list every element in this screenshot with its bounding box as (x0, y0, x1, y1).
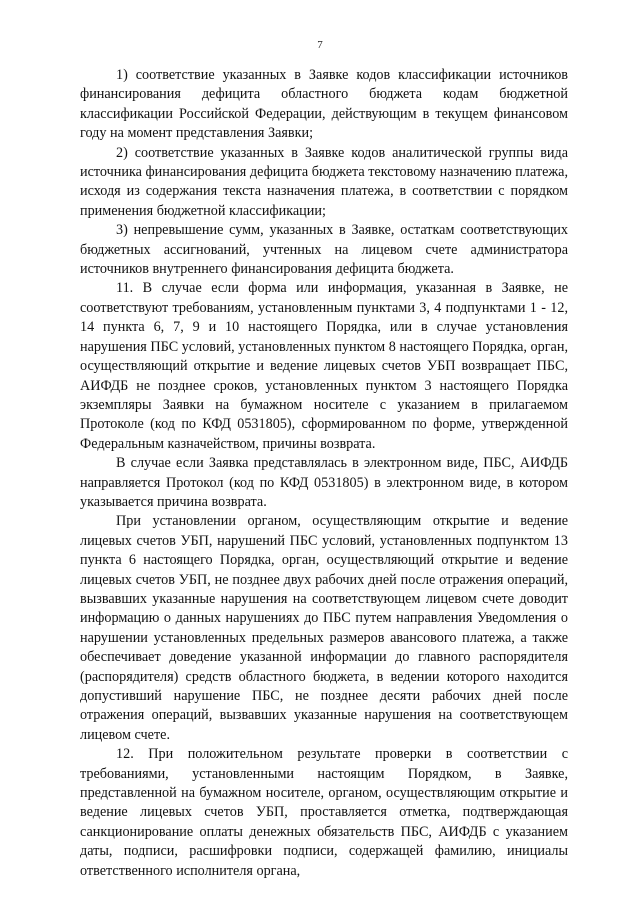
page-number: 7 (317, 39, 323, 51)
paragraph-electronic-protocol: В случае если Заявка представлялась в электронном виде, ПБС, АИФДБ направляется Протокол (код по КФД 0531805) в электронном виде, в котором указывается причина возврата. (80, 455, 568, 510)
paragraph-item-12: 12. При положительном результате проверки в соответствии с требованиями, установленными настоящим Порядком, в Заявке, представленной на бумажном носителе, органом, осуществляющим открытие и ведение лицевых счетов УБП, проставляется отметка, подтверждающая санкционирование оплаты денежных обязательств ПБС, АИФДБ с указанием даты, подписи, расшифровки подписи, содержащей фамилию, инициалы ответственного исполнителя органа, (80, 746, 568, 879)
paragraph-subitem-3: 3) непревышение сумм, указанных в Заявке, остаткам соответствующих бюджетных ассигнований, учтенных на лицевом счете администратора источников внутреннего финансирования дефицита бюджета. (80, 222, 568, 278)
paragraph-subitem-2: 2) соответствие указанных в Заявке кодов аналитической группы вида источника финансирования дефицита бюджета текстовому назначению платежа, исходя из содержания текста назначения платежа, в соответствии с порядком применения бюджетной классификации; (80, 144, 569, 219)
paragraph-subitem-1: 1) соответствие указанных в Заявке кодов классификации источников финансирования дефицита областного бюджета кодам бюджетной классификации Российской Федерации, действующим в текущем финансовом году на момент представления Заявки; (80, 67, 568, 142)
document-body (80, 66, 568, 881)
paragraph-item-11: 11. В случае если форма или информация, указанная в Заявке, не соответствуют требованиям, установленным пунктами 3, 4 подпунктами 1 - 12, 14 пункта 6, 7, 9 и 10 настоящего Порядка, или в случае установления нарушения ПБС условий, установленных пунктом 8 настоящего Порядка, орган, осуществляющий открытие и ведение лицевых счетов УБП возвращает ПБС, АИФДБ не позднее сроков, установленных пунктом 3 настоящего Порядка экземпляры Заявки на бумажном носителе с указанием в прилагаемом Протоколе (код по КФД 0531805), сформированном по форме, утвержденной Федеральным казначейством, причины возврата. (80, 280, 568, 452)
paragraph-violation-notice: При установлении органом, осуществляющим открытие и ведение лицевых счетов УБП, нарушений ПБС условий, установленных подпунктом 13 пункта 6 настоящего Порядка, орган, осуществляющий открытие и ведение лицевых счетов УБП, не позднее двух рабочих дней после отражения операций, вызвавших указанные нарушения на соответствующем лицевом счете доводит информацию о данных нарушениях до ПБС путем направления Уведомления о нарушении установленных предельных размеров авансового платежа, а также обеспечивает доведение указанной информации до главного распорядителя (распорядителя) средств областного бюджета, в ведении которого находится допустивший нарушение ПБС, не позднее десяти рабочих дней после отражения операций, вызвавших указанные нарушения на соответствующем лицевом счете. (80, 513, 568, 743)
